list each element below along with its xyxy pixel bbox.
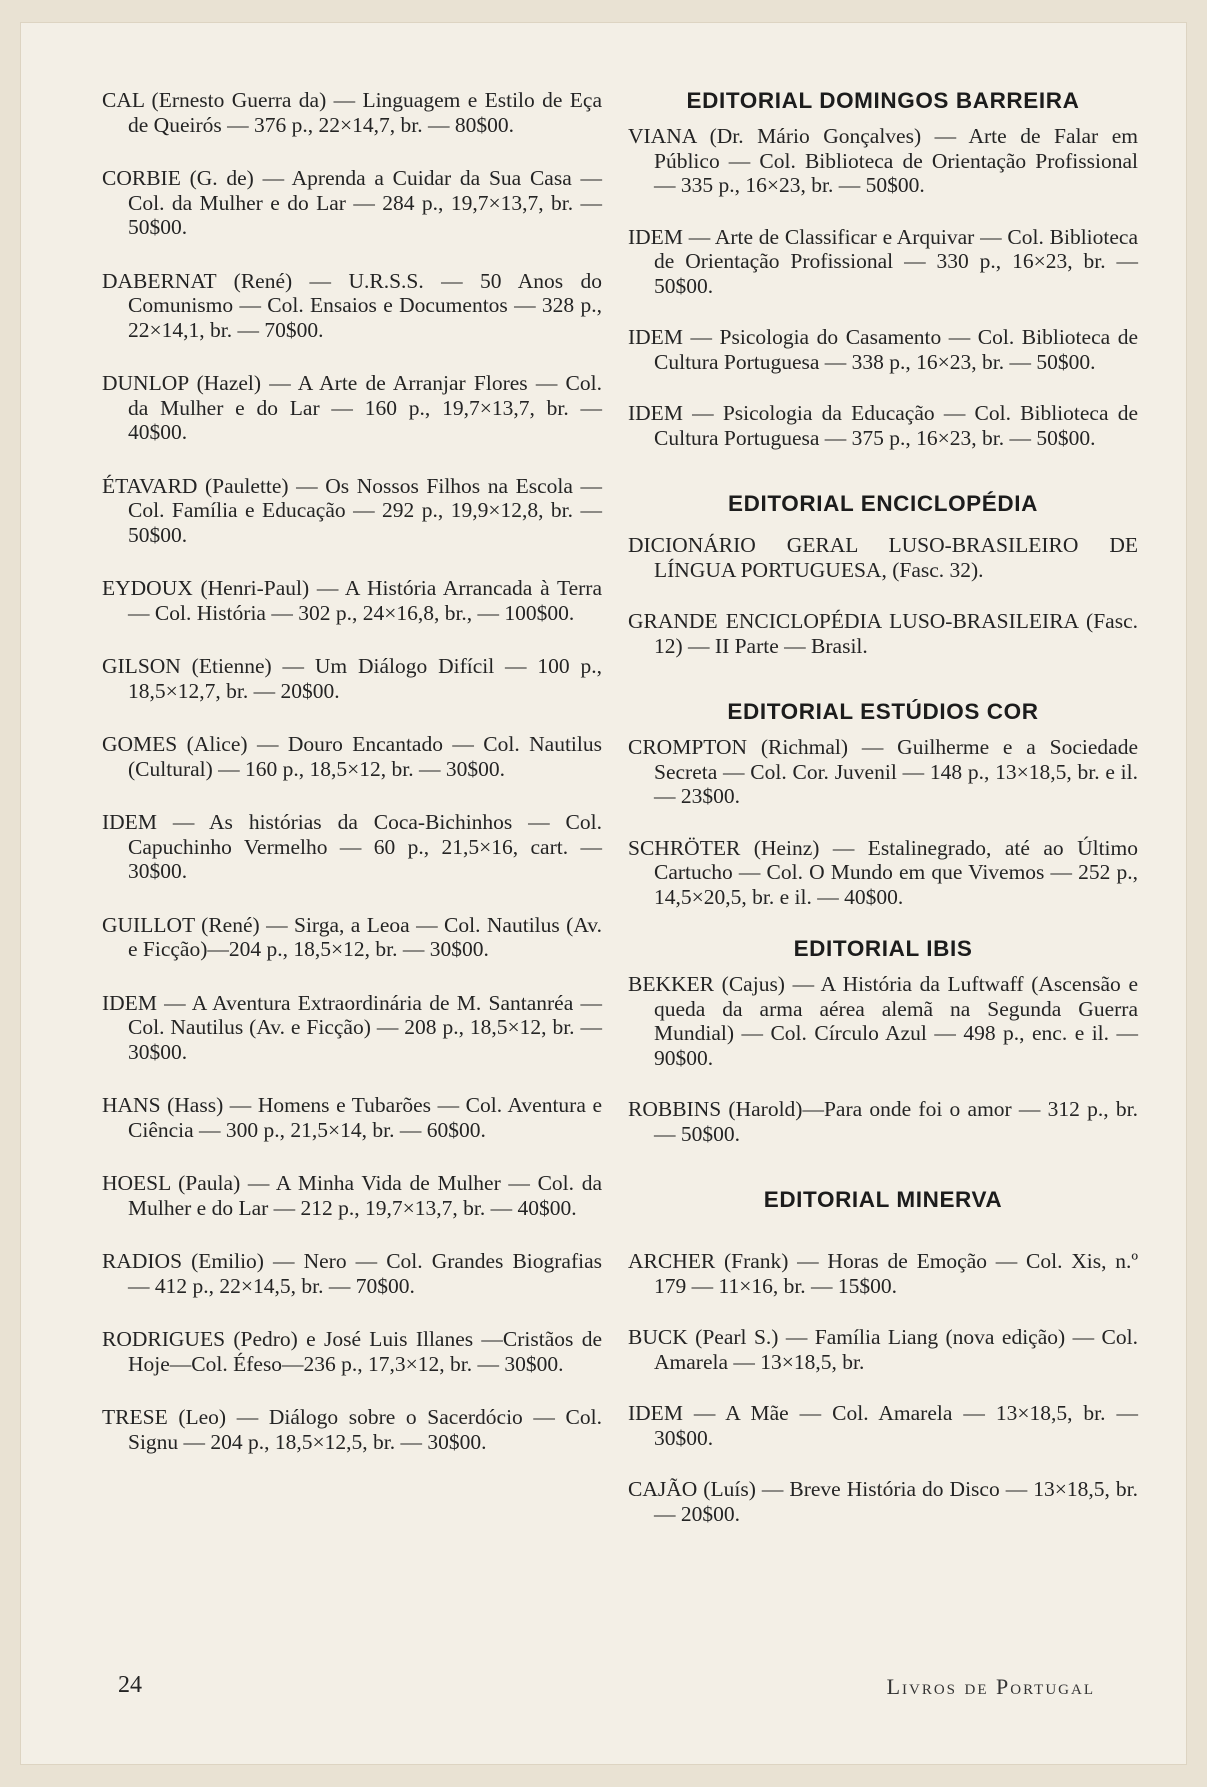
book-entry: GRANDE ENCICLOPÉDIA LUSO-BRASILEIRA (Fasc. 12) — II Parte — Brasil. [628,609,1138,658]
book-entry: RADIOS (Emilio) — Nero — Col. Grandes Biografias — 412 p., 22×14,5, br. — 70$00. [102,1249,602,1298]
book-entry: DABERNAT (René) — U.R.S.S. — 50 Anos do Comunismo — Col. Ensaios e Documentos — 328 p., 22×14,1, br. — 70$00. [102,268,602,342]
publisher-heading-enciclopedia: EDITORIAL ENCICLOPÉDIA [728,491,1038,516]
running-title: Livros de Portugal [886,1674,1095,1699]
book-entry: VIANA (Dr. Mário Gonçalves) — Arte de Falar em Público — Col. Biblioteca de Orientação Profissional — 335 p., 16×23, br. — 50$00. [628,124,1138,197]
catalog-page [20,22,1187,1765]
book-entry: IDEM — Psicologia da Educação — Col. Biblioteca de Cultura Portuguesa — 375 p., 16×23, br. — 50$00. [628,401,1138,450]
book-entry: HOESL (Paula) — A Minha Vida de Mulher — Col. da Mulher e do Lar — 212 p., 19,7×13,7, br. — 40$00. [102,1171,602,1220]
book-entry: IDEM — A Aventura Extraordinária de M. Santanréa — Col. Nautilus (Av. e Ficção) — 208 p., 18,5×12, br. — 30$00. [102,990,602,1064]
book-entry: ROBBINS (Harold)—Para onde foi o amor — 312 p., br. — 50$00. [628,1097,1138,1146]
book-entry: BUCK (Pearl S.) — Família Liang (nova edição) — Col. Amarela — 13×18,5, br. [628,1325,1138,1374]
book-entry: IDEM — Psicologia do Casamento — Col. Biblioteca de Cultura Portuguesa — 338 p., 16×23, br. — 50$00. [628,325,1138,374]
book-entry: BEKKER (Cajus) — A História da Luftwaff (Ascensão e queda da arma aérea alemã na Segunda Guerra Mundial) — Col. Círculo Azul — 498 p., enc. e il. — 90$00. [628,972,1138,1070]
book-entry: RODRIGUES (Pedro) e José Luis Illanes —Cristãos de Hoje—Col. Éfeso—236 p., 17,3×12, br. — 30$00. [102,1327,602,1376]
book-entry: HANS (Hass) — Homens e Tubarões — Col. Aventura e Ciência — 300 p., 21,5×14, br. — 60$00. [102,1093,602,1142]
book-entry: IDEM — Arte de Classificar e Arquivar — Col. Biblioteca de Orientação Profissional — 330 p., 16×23, br. — 50$00. [628,224,1138,298]
book-entry: DUNLOP (Hazel) — A Arte de Arranjar Flores — Col. da Mulher e do Lar — 160 p., 19,7×13,7, br. — 40$00. [102,371,602,444]
book-entry: TRESE (Leo) — Diálogo sobre o Sacerdócio — Col. Signu — 204 p., 18,5×12,5, br. — 30$00. [102,1405,602,1454]
book-entry: CROMPTON (Richmal) — Guilherme e a Sociedade Secreta — Col. Cor. Juvenil — 148 p., 13×18,5, br. e il. — 23$00. [628,735,1138,808]
book-entry: IDEM — As histórias da Coca-Bichinhos — Col. Capuchinho Vermelho — 60 p., 21,5×16, cart. — 30$00. [102,810,602,883]
book-entry: CAJÃO (Luís) — Breve História do Disco — 13×18,5, br. — 20$00. [628,1477,1138,1526]
book-entry: CAL (Ernesto Guerra da) — Linguagem e Estilo de Eça de Queirós — 376 p., 22×14,7, br. — 80$00. [102,88,602,137]
publisher-heading-estudios-cor: EDITORIAL ESTÚDIOS COR [727,699,1039,724]
book-entry: CORBIE (G. de) — Aprenda a Cuidar da Sua Casa — Col. da Mulher e do Lar — 284 p., 19,7×13,7, br. — 50$00. [102,166,602,239]
book-entry: DICIONÁRIO GERAL LUSO-BRASILEIRO DE LÍNGUA PORTUGUESA, (Fasc. 32). [628,533,1138,582]
publisher-heading-ibis: EDITORIAL IBIS [793,936,973,961]
page-number: 24 [118,1672,142,1698]
book-entry: EYDOUX (Henri-Paul) — A História Arrancada à Terra — Col. História — 302 p., 24×16,8, br., — 100$00. [102,576,602,625]
book-entry: GOMES (Alice) — Douro Encantado — Col. Nautilus (Cultural) — 160 p., 18,5×12, br. — 30$00. [102,732,602,781]
book-entry: ARCHER (Frank) — Horas de Emoção — Col. Xis, n.º 179 — 11×16, br. — 15$00. [628,1249,1138,1298]
book-entry: SCHRÖTER (Heinz) — Estalinegrado, até ao Último Cartucho — Col. O Mundo em que Vivemos — 252 p., 14,5×20,5, br. e il. — 40$00. [628,835,1138,909]
publisher-heading-minerva: EDITORIAL MINERVA [763,1187,1003,1212]
publisher-heading-domingos-barreira: EDITORIAL DOMINGOS BARREIRA [686,88,1080,113]
book-entry: ÉTAVARD (Paulette) — Os Nossos Filhos na Escola — Col. Família e Educação — 292 p., 19,9×12,8, br. — 50$00. [102,473,602,547]
left-column [102,88,602,1483]
right-column [628,88,1138,1553]
book-entry: GUILLOT (René) — Sirga, a Leoa — Col. Nautilus (Av. e Ficção)—204 p., 18,5×12, br. — 30$00. [102,912,602,961]
book-entry: GILSON (Etienne) — Um Diálogo Difícil — 100 p., 18,5×12,7, br. — 20$00. [102,654,602,703]
book-entry: IDEM — A Mãe — Col. Amarela — 13×18,5, br. — 30$00. [628,1401,1138,1450]
